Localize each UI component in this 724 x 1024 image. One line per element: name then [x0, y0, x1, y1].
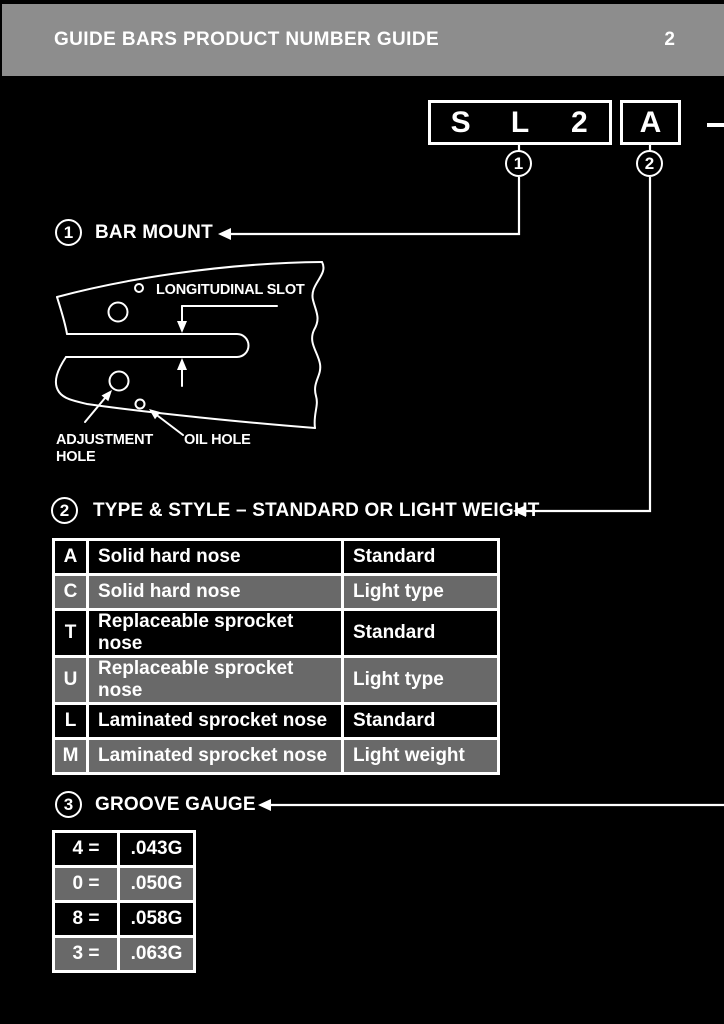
code-letter-a: A [639, 106, 662, 139]
leader-section-2 [526, 177, 650, 511]
type-style: Light type [343, 657, 499, 704]
type-style: Standard [343, 540, 499, 575]
gauge-code: 4 = [54, 832, 119, 867]
table-row [54, 657, 499, 704]
oil-hole-label: OIL HOLE [184, 432, 251, 448]
type-code: L [54, 704, 88, 739]
section-1-number: 1 [55, 219, 82, 246]
type-description: Laminated sprocket nose [88, 739, 343, 774]
table-row [54, 867, 195, 902]
type-description: Solid hard nose [88, 540, 343, 575]
gauge-value: .043G [119, 832, 195, 867]
code-continuation-dash [707, 123, 724, 127]
type-description: Replaceable sprocket nose [88, 657, 343, 704]
adjustment-hole-label-line1: ADJUSTMENT [56, 432, 154, 448]
table-row [54, 610, 499, 657]
type-style: Standard [343, 610, 499, 657]
type-description: Laminated sprocket nose [88, 704, 343, 739]
gauge-value: .058G [119, 902, 195, 937]
section-2-number: 2 [51, 497, 78, 524]
gauge-value: .063G [119, 937, 195, 972]
type-code: M [54, 739, 88, 774]
table-row [54, 937, 195, 972]
type-style: Light type [343, 575, 499, 610]
section-3-number: 3 [55, 791, 82, 818]
arrowhead-section-1 [218, 228, 231, 240]
table-row [54, 902, 195, 937]
type-code: T [54, 610, 88, 657]
type-style: Standard [343, 704, 499, 739]
type-description: Solid hard nose [88, 575, 343, 610]
code-callout-1: 1 [505, 150, 532, 177]
section-3-title: GROOVE GAUGE [95, 794, 256, 815]
code-callout-2: 2 [636, 150, 663, 177]
section-1-title: BAR MOUNT [95, 222, 213, 243]
table-row [54, 739, 499, 774]
table-row [54, 704, 499, 739]
code-letter-l: L [510, 106, 530, 139]
page-number: 2 [664, 29, 675, 50]
type-code: U [54, 657, 88, 704]
type-code: A [54, 540, 88, 575]
table-row [54, 540, 499, 575]
type-style: Light weight [343, 739, 499, 774]
table-row [54, 575, 499, 610]
type-description: Replaceable sprocket nose [88, 610, 343, 657]
gauge-code: 0 = [54, 867, 119, 902]
adjustment-hole-label-line2: HOLE [56, 449, 96, 465]
code-letter-s: S [450, 106, 471, 139]
leader-section-1 [231, 177, 519, 234]
type-style-table [52, 538, 500, 775]
longitudinal-slot-label: LONGITUDINAL SLOT [156, 282, 305, 298]
arrowhead-section-3 [258, 799, 271, 811]
gauge-code: 3 = [54, 937, 119, 972]
type-code: C [54, 575, 88, 610]
code-letter-2: 2 [570, 106, 588, 139]
gauge-value: .050G [119, 867, 195, 902]
section-2-title: TYPE & STYLE – STANDARD OR LIGHT WEIGHT [93, 500, 540, 521]
adjustment-hole-label [56, 432, 153, 466]
page-title: GUIDE BARS PRODUCT NUMBER GUIDE [54, 29, 440, 50]
gauge-code: 8 = [54, 902, 119, 937]
groove-gauge-table [52, 830, 196, 973]
table-row [54, 832, 195, 867]
